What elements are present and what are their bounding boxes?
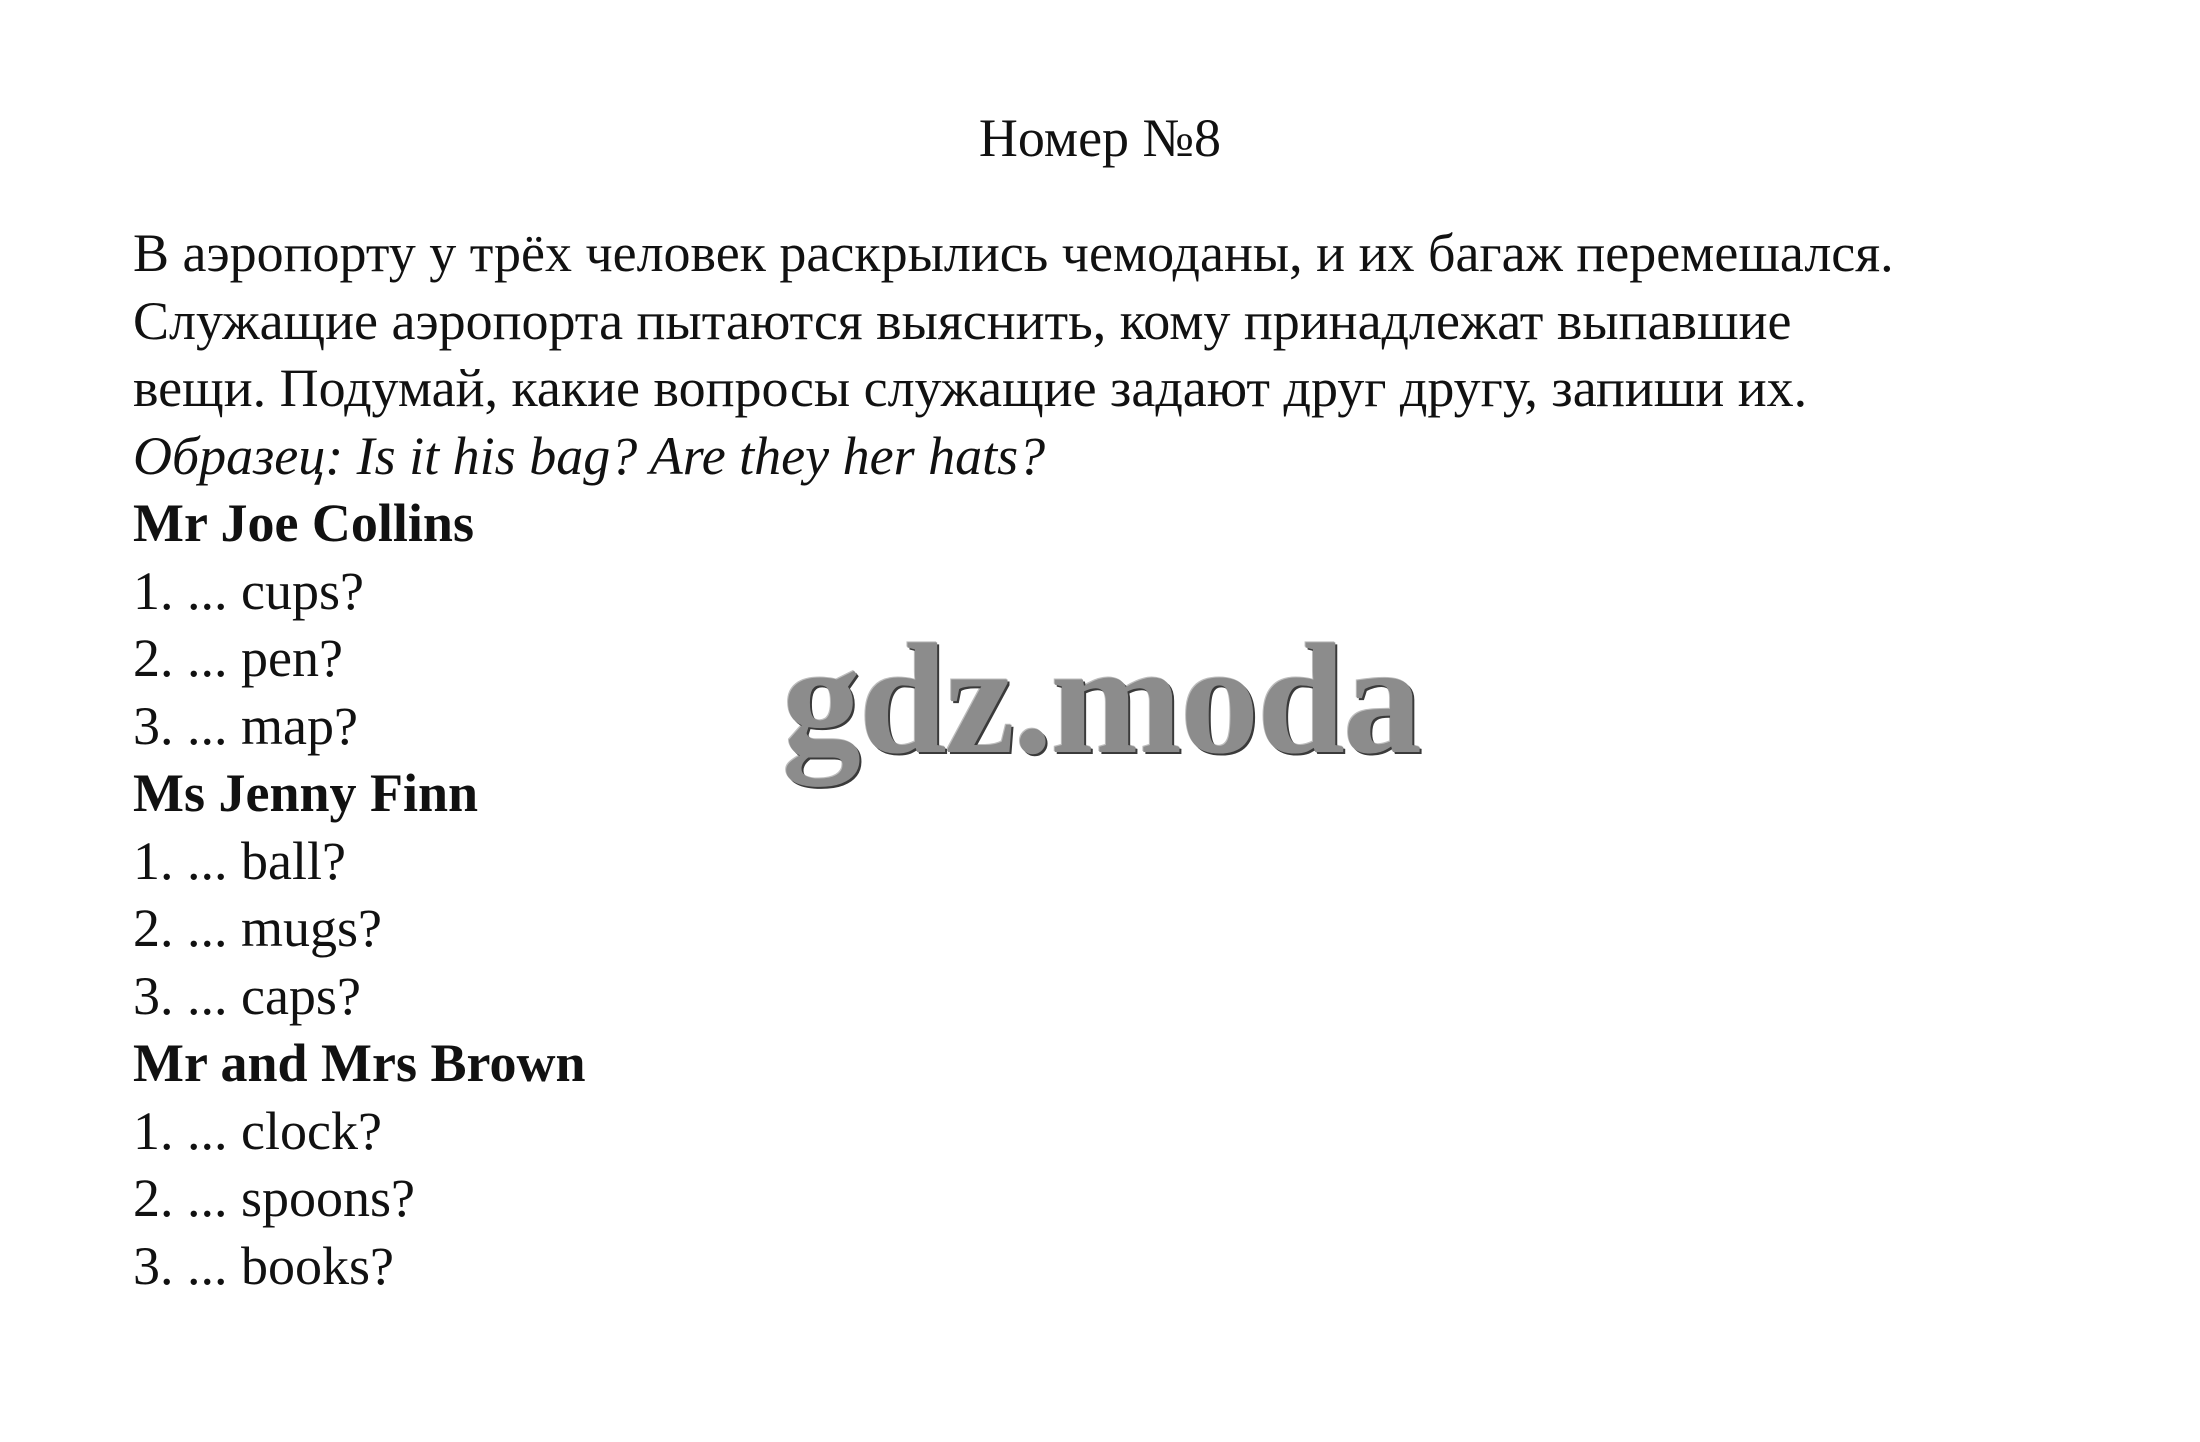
list-item: 3. ... books? bbox=[133, 1235, 394, 1296]
section-heading: Ms Jenny Finn bbox=[133, 763, 479, 823]
page-title: Номер №8 bbox=[978, 108, 1222, 168]
instruction-line: вещи. Подумай, какие вопросы служащие задают друг другу, запиши их. bbox=[133, 358, 1808, 418]
example-line: Образец: Is it his bag? Are they her hats? bbox=[133, 425, 1046, 486]
list-item: 3. ... caps? bbox=[133, 965, 361, 1026]
list-item: 1. ... cups? bbox=[133, 560, 364, 621]
list-item: 3. ... map? bbox=[133, 695, 358, 756]
watermark-logo: gdz.moda bbox=[782, 612, 1420, 787]
instruction-line: В аэропорту у трёх человек раскрылись чемоданы, и их багаж перемешался. bbox=[133, 223, 1894, 283]
list-item: 1. ... clock? bbox=[133, 1100, 382, 1161]
section-heading: Mr and Mrs Brown bbox=[133, 1033, 586, 1093]
list-item: 2. ... pen? bbox=[133, 628, 343, 688]
list-item: 2. ... spoons? bbox=[133, 1168, 415, 1228]
list-item: 1. ... ball? bbox=[133, 830, 346, 891]
section-heading: Mr Joe Collins bbox=[133, 493, 474, 553]
instruction-line: Служащие аэропорта пытаются выяснить, кому принадлежат выпавшие bbox=[133, 290, 1792, 351]
list-item: 2. ... mugs? bbox=[133, 898, 382, 958]
